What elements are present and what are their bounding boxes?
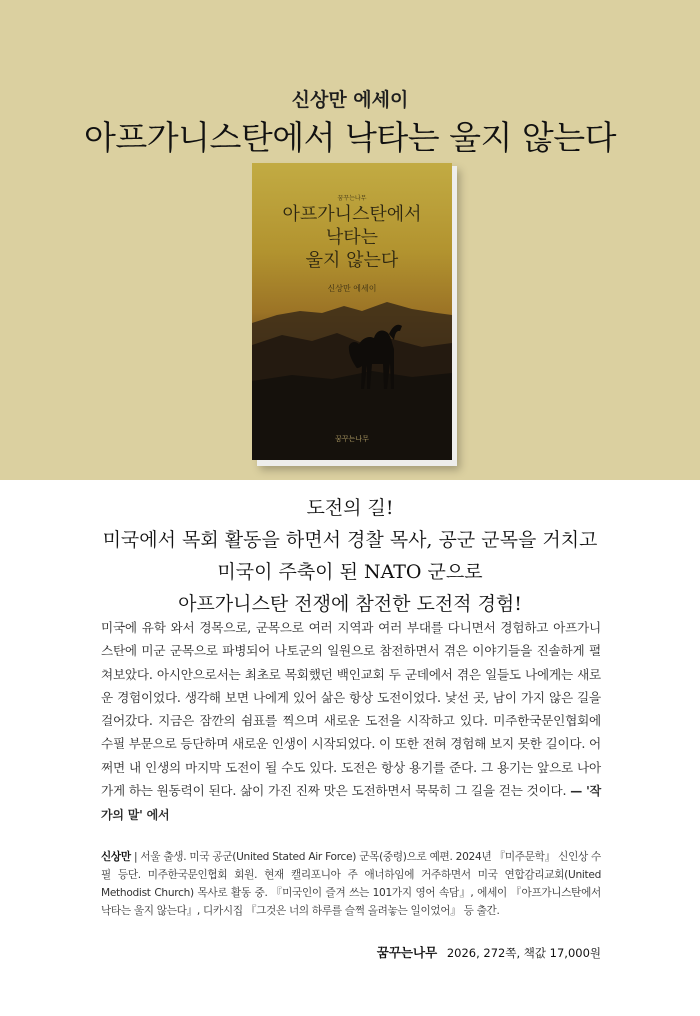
bio-separator: | bbox=[130, 851, 141, 863]
cover-author: 신상만 에세이 bbox=[327, 284, 377, 293]
lead-headline bbox=[0, 492, 700, 620]
publication-details: 2026, 272쪽, 책값 17,000원 bbox=[446, 946, 601, 960]
book-subtitle: 신상만 에세이 bbox=[291, 89, 409, 111]
publisher-logo: 꿈꾸는나무 bbox=[376, 945, 438, 960]
book-cover-image bbox=[252, 163, 452, 460]
bio-text: 서울 출생. 미국 공군(United Stated Air Force) 군목(중령)으로 예편. 2024년 『미주문학』 신인상 수필 등단. 미주한국문인협회 회원. 현재 캘리포니아 주 애너하임에 거주하면서 미국 연합감리교회(United Methodist Church) 목사로 활동 중. 『미국인이 즐겨 쓰는 101가지 영어 속담』, 에세이 『아프가니스탄에서 낙타는 울지 않는다』, 디카시집 『그것은 너의 하루를 슬쩍 올려놓는 일이었어』 등 출간. bbox=[101, 851, 601, 917]
cover-title-line: 낙타는 bbox=[325, 227, 379, 248]
excerpt-text: 미국에 유학 와서 경목으로, 군목으로 여러 지역과 여러 부대를 다니면서 경험하고 아프가니스탄에 미군 군목으로 파병되어 나토군의 일원으로 참전하면서 겪은 이야기들을 진솔하게 펼쳐보았다. 아시안으로서는 최초로 목회했던 백인교회 두 군데에서 겪은 일들도 나에게는 새로운 경험이었다. 생각해 보면 나에게 있어 삶은 항상 도전이었다. 낯선 곳, 남이 가지 않은 길을 걸어갔다. 지금은 잠깐의 쉼표를 찍으며 새로운 도전을 시작하고 있다. 미주한국문인협회에 수필 부문으로 등단하며 새로운 인생이 시작되었다. 이 또한 전혀 경험해 보지 못한 길이다. 어쩌면 내 인생의 마지막 도전이 될 수도 있다. 도전은 항상 용기를 준다. 그 용기는 앞으로 나아가게 하는 원동력이 된다. 삶이 가진 진짜 맛은 도전하면서 묵묵히 그 길을 걷는 것이다. bbox=[101, 620, 601, 799]
header-band bbox=[0, 0, 700, 480]
publication-info bbox=[377, 943, 601, 961]
lead-line: 아프가니스탄 전쟁에 참전한 도전적 경험! bbox=[178, 593, 522, 615]
cover-title bbox=[252, 203, 452, 272]
author-bio bbox=[101, 848, 601, 920]
excerpt-paragraph bbox=[101, 616, 601, 828]
cover-publisher-bottom: 꿈꾸는나무 bbox=[335, 435, 369, 443]
cover-title-line: 아프가니스탄에서 bbox=[282, 204, 422, 225]
author-name: 신상만 bbox=[101, 851, 131, 863]
lead-line: 도전의 길! bbox=[306, 497, 394, 519]
cover-publisher-top: 꿈꾸는나무 bbox=[337, 195, 367, 202]
quote-source: — '작가의 말' 에서 bbox=[101, 784, 601, 823]
lead-line: 미국이 주축이 된 NATO 군으로 bbox=[217, 561, 483, 583]
cover-title-line: 울지 않는다 bbox=[305, 250, 399, 271]
lead-line: 미국에서 목회 활동을 하면서 경찰 목사, 공군 군목을 거치고 bbox=[102, 529, 598, 551]
book-title: 아프가니스탄에서 낙타는 울지 않는다 bbox=[83, 118, 617, 157]
